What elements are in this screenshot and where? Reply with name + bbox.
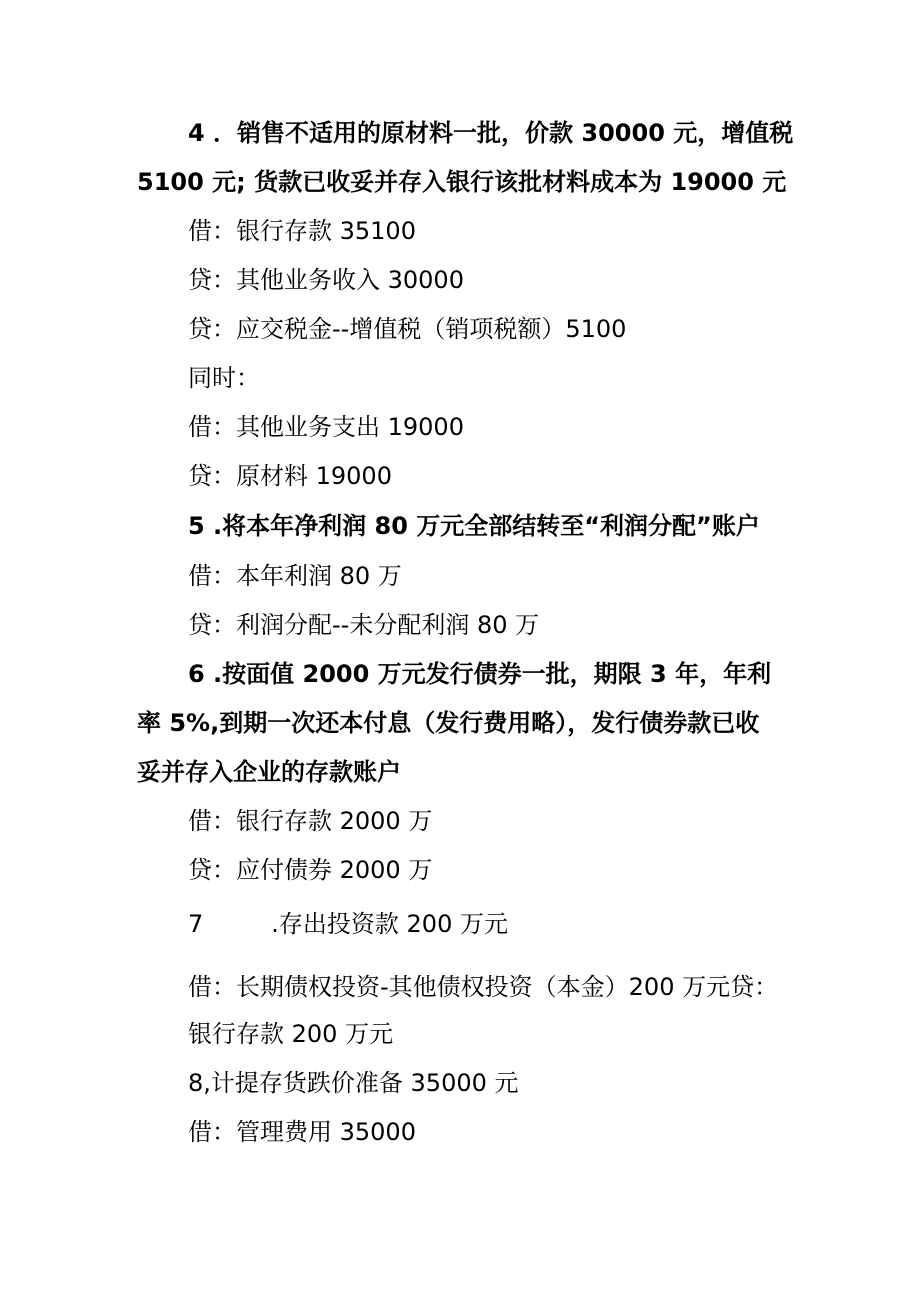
- entry-4-credit-1: 贷：其他业务收入 30000: [188, 266, 464, 294]
- entry-4-debit: 借：银行存款 35100: [188, 217, 416, 245]
- entry-7-title: [188, 909, 508, 939]
- entry-7-title-text: .存出投资款 200 万元: [271, 910, 508, 938]
- entry-4-credit-2: 贷：应交税金--增值税（销项税额）5100: [188, 315, 627, 343]
- entry-8-debit: 借：管理费用 35000: [188, 1118, 416, 1146]
- entry-6-title-line-2: 率 5%,到期一次还本付息（发行费用略），发行债券款已收: [137, 709, 760, 737]
- entry-7-number: 7: [188, 910, 204, 938]
- entry-4-title-line-2: 5100 元; 货款已收妥并存入银行该批材料成本为 19000 元: [137, 168, 787, 196]
- entry-5-credit: 贷：利润分配--未分配利润 80 万: [188, 611, 540, 639]
- entry-7-credit-line: 银行存款 200 万元: [188, 1020, 394, 1048]
- entry-8-title: 8,计提存货跌价准备 35000 元: [188, 1069, 519, 1097]
- entry-6-debit: 借：银行存款 2000 万: [188, 807, 433, 835]
- entry-6-credit: 贷：应付债券 2000 万: [188, 856, 433, 884]
- entry-4-credit-3: 贷：原材料 19000: [188, 462, 392, 490]
- entry-4-title-line-1: 4 ．销售不适用的原材料一批，价款 30000 元，增值税: [188, 119, 794, 147]
- entry-5-title: 5 .将本年净利润 80 万元全部结转至“利润分配”账户: [188, 512, 760, 540]
- entry-4-debit-2: 借：其他业务支出 19000: [188, 413, 464, 441]
- entry-4-simultaneously: 同时：: [188, 364, 260, 392]
- entry-6-title-line-3: 妥并存入企业的存款账户: [137, 758, 401, 786]
- entry-6-title-line-1: 6 .按面值 2000 万元发行债券一批，期限 3 年，年利: [188, 660, 772, 688]
- entry-5-debit: 借：本年利润 80 万: [188, 562, 402, 590]
- entry-7-debit-line: 借：长期债权投资-其他债权投资（本金）200 万元贷：: [188, 973, 779, 1001]
